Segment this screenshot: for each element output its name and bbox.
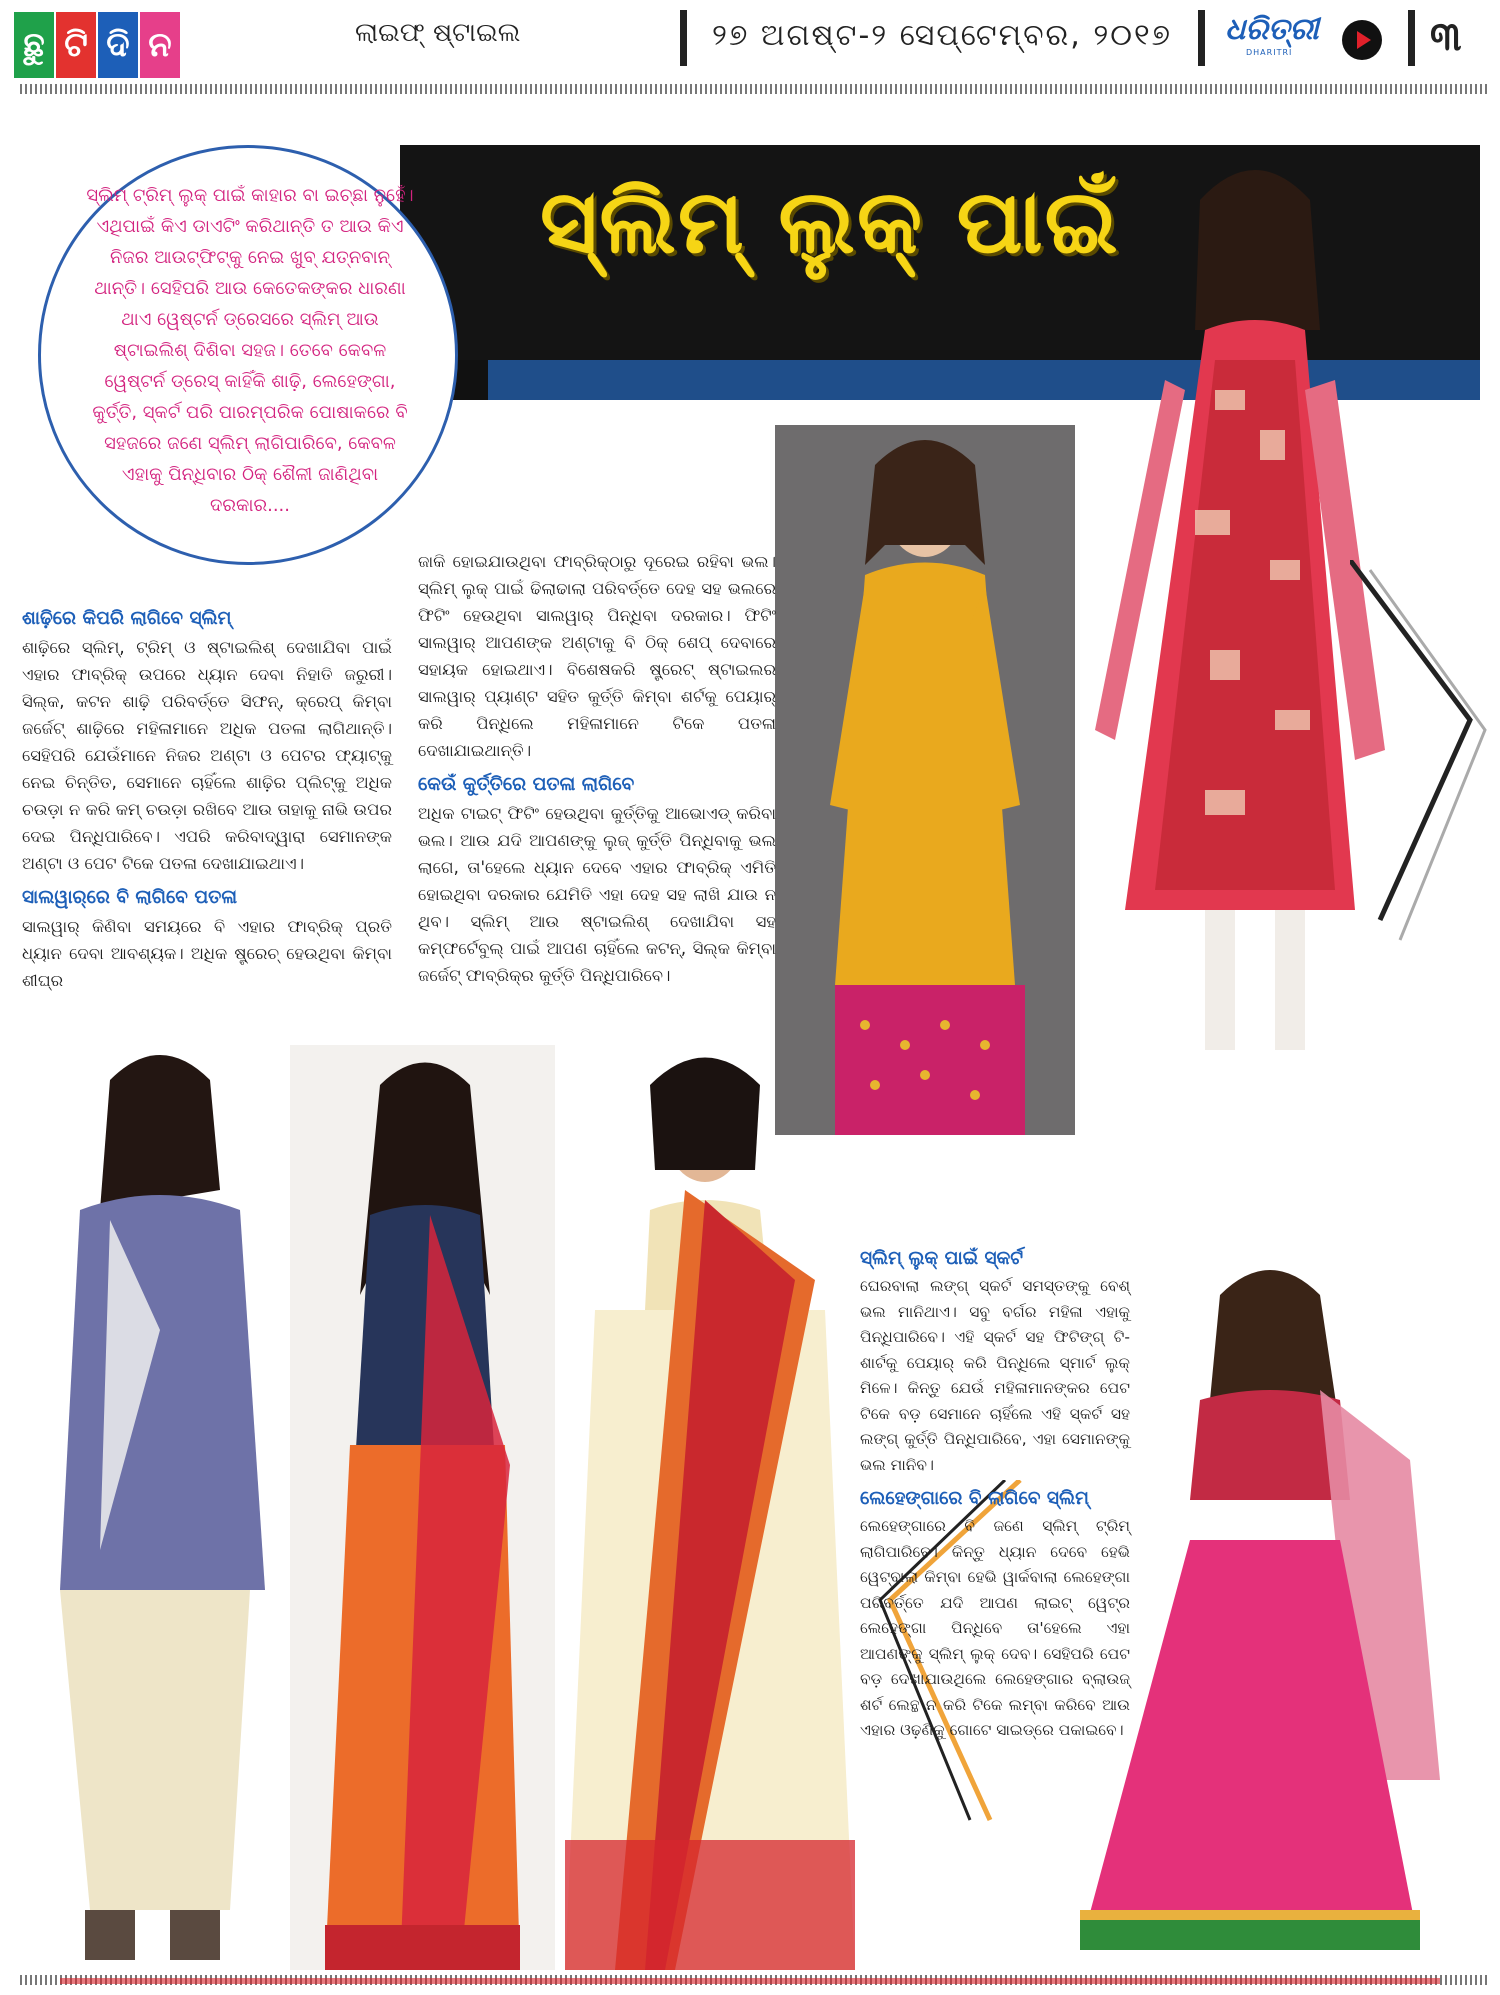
page-headline: ସ୍ଲିମ୍ ଲୁକ୍ ପାଇଁ	[540, 170, 1120, 273]
section-logo-letter: ନ	[140, 12, 182, 78]
brand-logo: ଧରିତ୍ରୀ	[1225, 12, 1319, 47]
photo-orange-saree	[290, 1045, 555, 1970]
body-salwar: ସାଲୱାର୍ କିଣିବା ସମୟରେ ବି ଏହାର ଫାବ୍ରିକ୍ ପ୍ରତି ଧ୍ୟାନ ଦେବା ଆବଶ୍ୟକ। ଅଧିକ ଷ୍ଟ୍ରେଚ୍ ହେଉଥିବା କିମ୍ବା ଶୀଘ୍ର	[22, 917, 392, 990]
subhead-skirt: ସ୍ଲିମ୍ ଲୁକ୍ ପାଇଁ ସ୍କର୍ଟ	[860, 1248, 1024, 1269]
photo-cream-saree	[555, 1050, 865, 1970]
section-logo-letter: ଟି	[56, 12, 98, 78]
play-icon	[1342, 20, 1382, 60]
body-saree: ଶାଢ଼ିରେ ସ୍ଲିମ୍, ଟ୍ରିମ୍ ଓ ଷ୍ଟାଇଲିଶ୍ ଦେଖାଯିବା ପାଇଁ ଏହାର ଫାବ୍ରିକ୍ ଉପରେ ଧ୍ୟାନ ଦେବା ନିହାତି ଜରୁରୀ। ସିଲ୍କ, କଟନ ଶାଢ଼ି ପରିବର୍ତ୍ତେ ସିଫନ୍, କ୍ରେପ୍ କିମ୍ବା ଜର୍ଜେଟ୍ ଶାଢ଼ିରେ ମହିଳାମାନେ ଅଧିକ ପତଳା ଲାଗିଥାନ୍ତି। ସେହିପରି ଯେଉଁମାନେ ନିଜର ଅଣ୍ଟା ଓ ପେଟର ଫ୍ୟାଟ୍‌କୁ ନେଇ ଚିନ୍ତିତ, ସେମାନେ ଚାହିଁଲେ ଶାଢ଼ିର ପ୍ଲିଟ୍‌କୁ ଅଧିକ ଚଉଡ଼ା ନ କରି କମ୍ ଚଉଡ଼ା ରଖିବେ ଆଉ ତାହାକୁ ନାଭି ଉପର ଦେଇ ପିନ୍ଧିପାରିବେ। ଏପରି କରିବାଦ୍ୱାରା ସେମାନଙ୍କ ଅଣ୍ଟା ଓ ପେଟ ଟିକେ ପତଳା ଦେଖାଯାଇଥାଏ।	[22, 638, 392, 873]
photo-pink-dress	[1035, 130, 1395, 1090]
section-logo	[14, 12, 182, 78]
page-number: ୩	[1430, 14, 1462, 60]
subhead-kurti: କେଉଁ କୁର୍ତ୍ତିରେ ପତଳା ଲାଗିବେ	[418, 774, 635, 795]
section-logo-letter: ଦି	[98, 12, 140, 78]
section-logo-letter: ଛୁ	[14, 12, 56, 78]
header-divider	[1408, 10, 1415, 66]
article-column-1	[22, 598, 392, 1000]
body-salwar-cont: ଜାକି ହୋଇଯାଉଥିବା ଫାବ୍ରିକ୍‌ଠାରୁ ଦୂରେଇ ରହିବା ଭଲ। ସ୍ଲିମ୍ ଲୁକ୍ ପାଇଁ ଢିଲାଢାଲା ପରିବର୍ତ୍ତେ ଦେହ ସହ ଭଲରେ ଫିଟିଂ ହେଉଥିବା ସାଲୱାର୍ ପିନ୍ଧିବା ଦରକାର। ଫିଟିଂ ସାଲୱାର୍ ଆପଣଙ୍କ ଅଣ୍ଟାକୁ ବି ଠିକ୍ ଶେପ୍ ଦେବାରେ ସହାୟକ ହୋଇଥାଏ। ବିଶେଷକରି ଷ୍ଟ୍ରେଟ୍ ଷ୍ଟାଇଲର ସାଲୱାର୍ ପ୍ୟାଣ୍ଟ ସହିତ କୁର୍ତ୍ତି କିମ୍ବା ଶର୍ଟକୁ ପେୟାର୍ କରି ପିନ୍ଧିଲେ ମହିଳାମାନେ ଟିକେ ପତଳା ଦେଖାଯାଇଥାନ୍ତି।	[418, 552, 776, 760]
body-kurti: ଅଧିକ ଟାଇଟ୍ ଫିଟିଂ ହେଉଥିବା କୁର୍ତ୍ତିକୁ ଆଭୋଏଡ୍ କରିବା ଭଲ। ଆଉ ଯଦି ଆପଣଙ୍କୁ ଲୁଜ୍ କୁର୍ତ୍ତି ପିନ୍ଧିବାକୁ ଭଲ ଲାଗେ, ତା'ହେଲେ ଧ୍ୟାନ ଦେବେ ଏହାର ଫାବ୍ରିକ୍ ଏମିତି ହୋଇଥିବା ଦରକାର ଯେମିତି ଏହା ଦେହ ସହ ଲାଖି ଯାଉ ନ ଥିବ। ସ୍ଲିମ୍ ଆଉ ଷ୍ଟାଇଲିଶ୍ ଦେଖାଯିବା ସହ କମ୍ଫର୍ଟେବୁଲ୍ ପାଇଁ ଆପଣ ଚାହିଁଲେ କଟନ୍, ସିଲ୍କ କିମ୍ବା ଜର୍ଜେଟ୍ ଫାବ୍ରିକ୍‌ର କୁର୍ତ୍ତି ପିନ୍ଧିପାରିବେ।	[418, 804, 776, 985]
body-lehenga: ଲେହେଙ୍ଗାରେ ବି ଜଣେ ସ୍ଲିମ୍ ଟ୍ରିମ୍ ଲାଗିପାରିବେ। କିନ୍ତୁ ଧ୍ୟାନ ଦେବେ ହେଭି ୱେଟ୍‌ବାଲା କିମ୍ବା ହେଭି ୱାର୍କବାଲା ଲେହେଙ୍ଗା ପରିବର୍ତ୍ତେ ଯଦି ଆପଣ ଲାଇଟ୍ ୱେଟ୍‌ର ଲେହେଙ୍ଗା ପିନ୍ଧିବେ ତା'ହେଲେ ଏହା ଆପଣଙ୍କୁ ସ୍ଲିମ୍ ଲୁକ୍ ଦେବ। ସେହିପରି ପେଟ ବଡ଼ ଦେଖାଯାଉଥିଲେ ଲେହେଙ୍ଗାର ବ୍ଲାଉଜ୍ ଶର୍ଟ ଲେନ୍ଥ ନ କରି ଟିକେ ଲମ୍ବା କରିବେ ଆଉ ଏହାର ଓଢ଼ଣିକୁ ଗୋଟେ ସାଇଡ୍‌ରେ ପକାଇବେ।	[860, 1517, 1130, 1739]
body-skirt: ଘେରବାଲା ଲଙ୍ଗ୍ ସ୍କର୍ଟ ସମସ୍ତଙ୍କୁ ବେଶ୍ ଭଲ ମାନିଥାଏ। ସବୁ ବର୍ଗର ମହିଳା ଏହାକୁ ପିନ୍ଧିପାରିବେ। ଏହି ସ୍କର୍ଟ ସହ ଫିଟିଙ୍ଗ୍ ଟି-ଶାର୍ଟକୁ ପେୟାର୍ କରି ପିନ୍ଧିଲେ ସ୍ମାର୍ଟ ଲୁକ୍ ମିଳେ। କିନ୍ତୁ ଯେଉଁ ମହିଳାମାନଙ୍କର ପେଟ ଟିକେ ବଡ଼ ସେମାନେ ଚାହିଁଲେ ଏହି ସ୍କର୍ଟ ସହ ଲଙ୍ଗ୍ କୁର୍ତ୍ତି ପିନ୍ଧିପାରିବେ, ଏହା ସେମାନଙ୍କୁ ଭଲ ମାନିବ।	[860, 1277, 1130, 1474]
photo-yellow-kurti	[775, 425, 1075, 1135]
issue-date: ୨୭ ଅଗଷ୍ଟ-୨ ସେପ୍ଟେମ୍ବର, ୨୦୧୭	[712, 18, 1172, 53]
header-divider	[680, 10, 687, 66]
subhead-saree: ଶାଢ଼ିରେ କିପରି ଲାଗିବେ ସ୍ଲିମ୍	[22, 608, 232, 629]
decorative-lines	[1350, 560, 1490, 1180]
brand-logo-sub: DHARITRI	[1246, 48, 1293, 57]
subhead-salwar: ସାଲୱାର୍‌ରେ ବି ଲାଗିବେ ପତଳା	[22, 887, 238, 908]
photo-lavender-jacket	[20, 1030, 285, 1970]
footer-accent	[60, 1978, 1440, 1984]
article-column-3	[860, 1238, 1130, 1750]
category-label: ଲାଇଫ୍ ଷ୍ଟାଇଲ	[355, 18, 521, 48]
article-column-2	[418, 548, 776, 995]
header-rule	[20, 84, 1490, 94]
intro-text: ସ୍ଲିମ୍ ଟ୍ରିମ୍ ଲୁକ୍ ପାଇଁ କାହାର ବା ଇଚ୍ଛା ନୁହେଁ। ଏଥିପାଇଁ କିଏ ଡାଏଟିଂ କରିଥାନ୍ତି ତ ଆଉ କିଏ ନିଜର ଆଉଟ୍‌ଫିଟ୍‌କୁ ନେଇ ଖୁବ୍ ଯତ୍ନବାନ୍ ଥାନ୍ତି। ସେହିପରି ଆଉ କେତେକଙ୍କର ଧାରଣା ଥାଏ ୱେଷ୍ଟର୍ନ ଡ୍ରେସରେ ସ୍ଲିମ୍ ଆଉ ଷ୍ଟାଇଲିଶ୍ ଦିଶିବା ସହଜ। ତେବେ କେବଳ ୱେଷ୍ଟର୍ନ ଡ୍ରେସ୍ କାହିଁକି ଶାଢ଼ି, ଲେହେଙ୍ଗା, କୁର୍ତ୍ତି, ସ୍କର୍ଟ ପରି ପାରମ୍ପରିକ ପୋଷାକରେ ବି ସହଜରେ ଜଣେ ସ୍ଲିମ୍ ଲାଗିପାରିବେ, କେବଳ ଏହାକୁ ପିନ୍ଧିବାର ଠିକ୍ ଶୈଳୀ ଜାଣିଥିବା ଦରକାର....	[86, 185, 414, 516]
subhead-lehenga: ଲେହେଙ୍ଗାରେ ବି ଲାଗିବେ ସ୍ଲିମ୍	[860, 1488, 1089, 1509]
masthead	[0, 0, 1500, 88]
header-divider	[1198, 10, 1205, 66]
